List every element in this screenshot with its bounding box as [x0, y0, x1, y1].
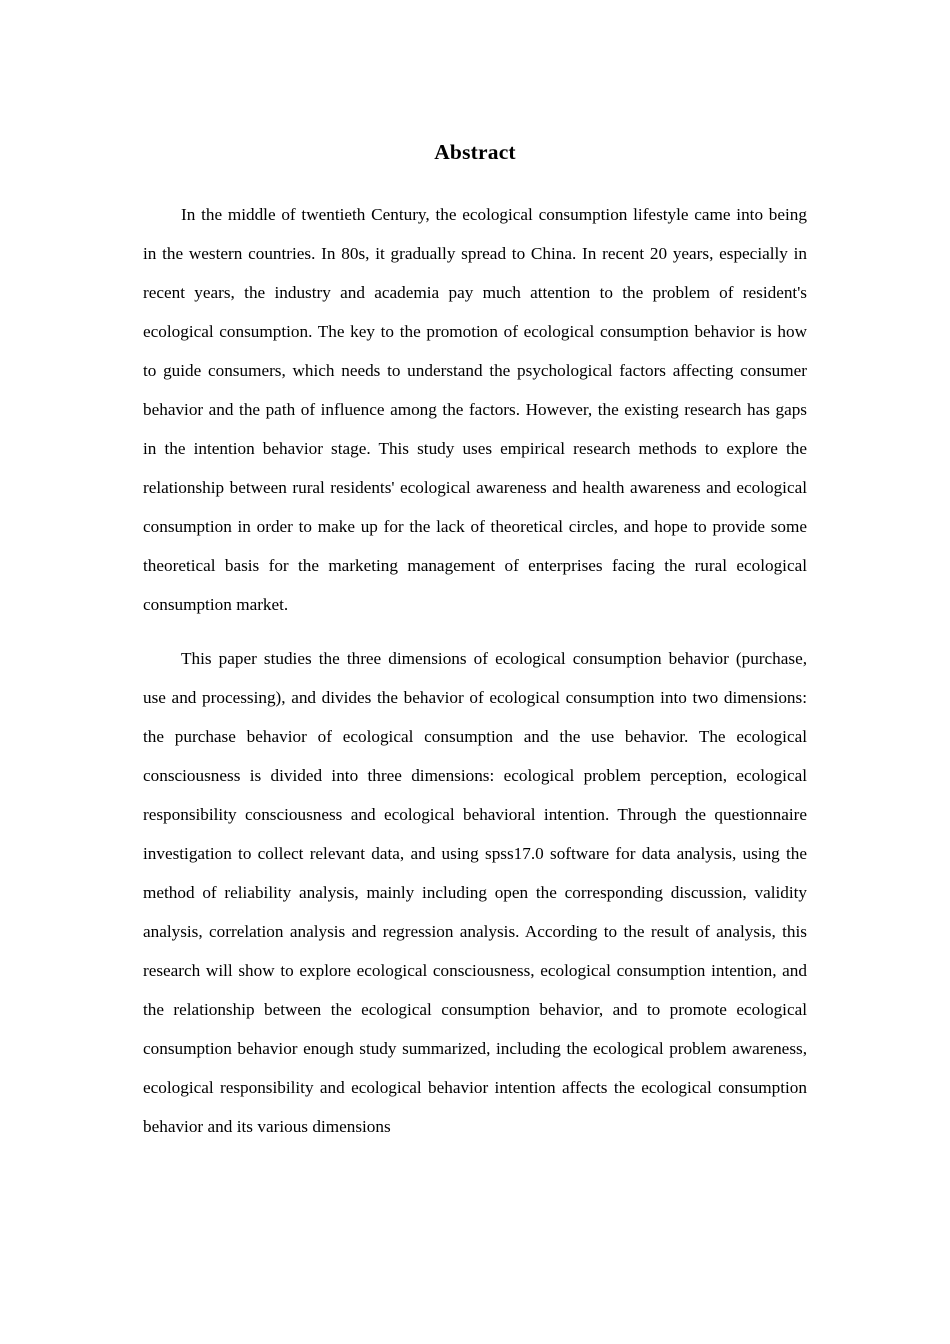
abstract-paragraph-1: In the middle of twentieth Century, the ecological consumption lifestyle came into being in the western countries. In 80s, it gradually spread to China. In recent 20 years, especially in recent years, the industry and academia pay much attention to the problem of resident's ecological consumption. The key to the promotion of ecological consumption behavior is how to guide consumers, which needs to understand the psychological factors affecting consumer behavior and the path of influence among the factors. However, the existing research has gaps in the intention behavior stage. This study uses empirical research methods to explore the relationship between rural residents' ecological awareness and health awareness and ecological consumption in order to make up for the lack of theoretical circles, and hope to provide some theoretical basis for the marketing management of enterprises facing the rural ecological consumption market. — [143, 204, 807, 614]
page-content — [143, 0, 807, 1146]
abstract-paragraph-2: This paper studies the three dimensions of ecological consumption behavior (purchase, use and processing), and divides the behavior of ecological consumption into two dimensions: the purchase behavior of ecological consumption and the use behavior. The ecological consciousness is divided into three dimensions: ecological problem perception, ecological responsibility consciousness and ecological behavioral intention. Through the questionnaire investigation to collect relevant data, and using spss17.0 software for data analysis, using the method of reliability analysis, mainly including open the corresponding discussion, validity analysis, correlation analysis and regression analysis. According to the result of analysis, this research will show to explore ecological consciousness, ecological consumption intention, and the relationship between the ecological consumption behavior, and to promote ecological consumption behavior enough study summarized, including the ecological problem awareness, ecological responsibility and ecological behavior intention affects the ecological consumption behavior and its various dimensions — [143, 648, 807, 1136]
abstract-body — [143, 164, 807, 1146]
page-title: Abstract — [434, 140, 516, 164]
